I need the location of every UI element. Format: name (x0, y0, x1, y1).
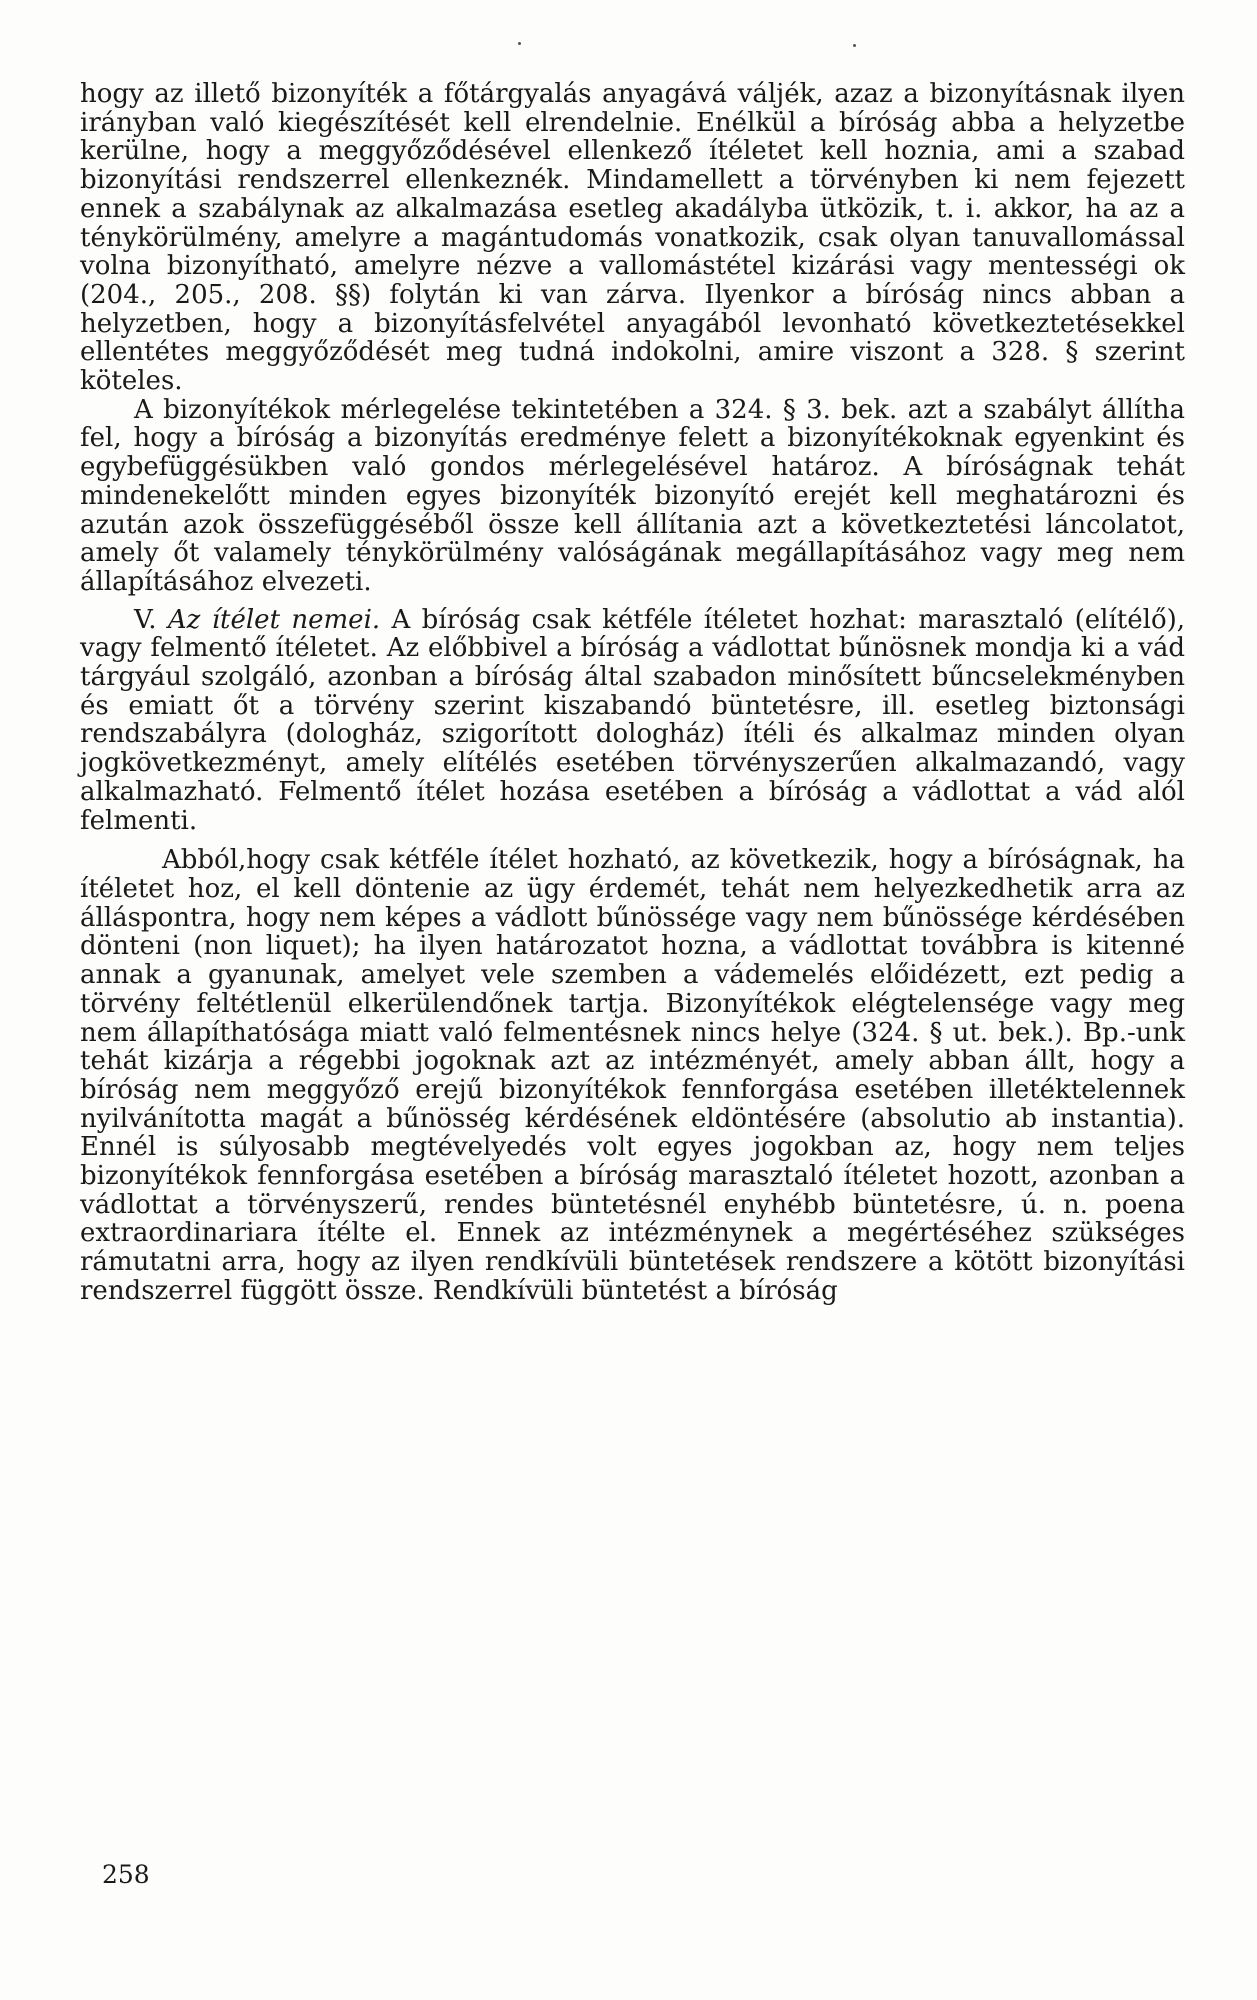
paragraph-ketfele-itelet: Abból,hogy csak kétféle ítélet hozható, az következik, hogy a bíróságnak, ha ítéletet hoz, el kell döntenie az ügy érdemét, tehát nem helyezkedhetik arra az álláspontra, hogy nem képes a vádlott bűnössége vagy nem bűnössége kérdésében dönteni (non liquet); ha ilyen határozatot hozna, a vádlottat továbbra is kitenné annak a gyanunak, amelyet vele szemben a vádemelés előidézett, ezt pedig a törvény feltétlenül elkerülendőnek tartja. Bizonyítékok elégtelensége vagy meg nem állapíthatósága miatt való felmentésnek nincs helye (324. § ut. bek.). Bp.-unk tehát kizárja a régebbi jogoknak azt az intézményét, amely abban állt, hogy a bíróság nem meggyőző erejű bizonyítékok fennforgása esetében illetéktelennek nyilvánította magát a bűnösség kérdésének eldöntésére (absolutio ab instantia). Ennél is súlyosabb megtévelyedés volt egyes jogokban az, hogy nem teljes bizonyítékok fennforgása esetében a bíróság marasztaló ítéletet hozott, azonban a vádlottat a törvényszerű, rendes büntetésnél enyhébb büntetésre, ú. n. poena extraordinariara ítélte el. Ennek az intézménynek a megértéséhez szükséges rámutatni arra, hogy az ilyen rendkívüli büntetések rendszere a kötött bizonyítási rendszerrel függött össze. Rendkívüli büntetést a bíróság (80, 845, 1185, 1306)
paragraph-magantudomas: hogy az illető bizonyíték a főtárgyalás anyagává váljék, azaz a bizonyításnak ilyen irányban való kiegészítését kell elrendelnie. Enélkül a bíróság abba a helyzetbe kerülne, hogy a meggyőződésével ellenkező ítéletet kell hoznia, ami a szabad bizonyítási rendszerrel ellenkeznék. Mindamellett a törvényben ki nem fejezett ennek a szabálynak az alkalmazása esetleg akadályba ütközik, t. i. akkor, ha az a ténykörülmény, amelyre a magántudomás vonatkozik, csak olyan tanuvallomással volna bizonyítható, amelyre nézve a vallomástétel kizárási vagy mentességi ok (204., 205., 208. §§) folytán ki van zárva. Ilyenkor a bíróság nincs abban a helyzetben, hogy a bizonyításfelvétel anyagából levonható következtetésekkel ellentétes meggyőződését meg tudná indokolni, amire viszont a 328. § szerint köteles. (80, 79, 1185, 397)
page-number: 258 (102, 1860, 150, 1889)
paragraph-bizonyitekok-merlegelese: A bizonyítékok mérlegelése tekintetében a 324. § 3. bek. azt a szabályt állítha fel, hogy a bíróság a bizonyítás eredménye felett a bizonyítékoknak egyenkint és egybefüggésükben való gondos mérlegelésével határoz. A bíróságnak tehát mindenekelőtt minden egyes bizonyíték bizonyító erejét kell meghatározni és azután azok összefüggéséből össze kell állítania azt a következtetési láncolatot, amely őt valamely ténykörülmény valóságának megállapításához vagy meg nem állapításához elvezeti. (80, 394, 1185, 597)
paragraph-itelet-nemei (80, 606, 1185, 836)
section-body: A bíróság csak kétféle ítéletet hozhat: marasztaló (elítélő), vagy felmentő ítéletet. Az előbbivel a bíróság a vádlottat bűnösnek mondja ki a vád tárgyául szolgáló, azonban a bíróság által szabadon minősített bűncselekményben és emiatt őt a törvény szerint kiszabandó büntetésre, ill. esetleg biztonsági rendszabályra (dologház, szigorított dologház) ítéli és alkalmaz minden olyan jogkövetkezményt, amely elítélés esetében törvényszerűen alkalmazandó, vagy alkalmazható. Felmentő ítélet hozása esetében a bíróság a vádlottat a vád alól felmenti. (80, 604, 1185, 836)
scan-speck (853, 44, 856, 47)
scan-speck (518, 42, 521, 45)
section-number: V. (134, 604, 157, 635)
body-text (80, 80, 1185, 1306)
section-heading: Az ítélet nemei. (167, 604, 381, 635)
